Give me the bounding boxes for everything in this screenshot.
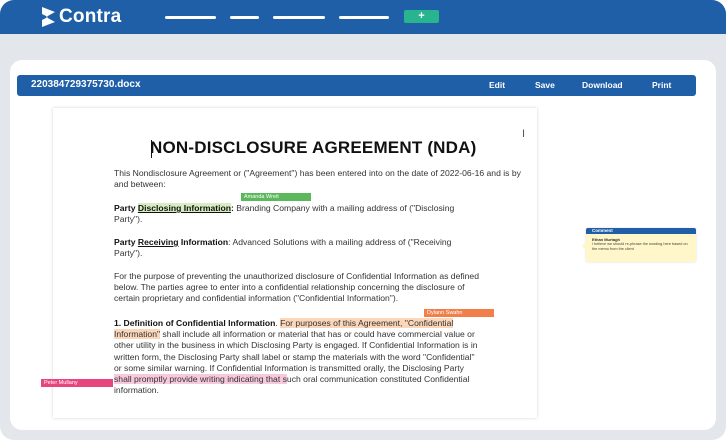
party2-text-2: Party"). [114,248,143,259]
text-cursor-icon: I [522,128,526,140]
definition-line-2: shall include all information or material that has or could have commercial value or [160,329,475,340]
definition-sep: . [275,318,281,328]
print-button[interactable]: Print [652,80,672,90]
intro-line-1: This Nondisclosure Agreement or ("Agreement") has been entered into on the date of 2022-06-16 and is by [114,168,521,178]
purpose-line-3: certain proprietary and confidential information ("Confidential Information"). [114,293,399,304]
collaborator-tag-dylann: Dylann Swahn [424,309,494,317]
definition-line-5: or some similar warning. If Confidential Information is transmitted orally, the Disclosing Party [114,362,464,373]
party-disclosing-paragraph[interactable] [114,203,454,225]
party1-text-2: Party"). [114,214,143,225]
edit-button[interactable]: Edit [489,80,506,90]
intro-line-2: and between: [114,179,166,190]
party2-label: Receiving [137,237,179,247]
nav-item-4[interactable] [339,16,389,19]
purpose-line-2: below. The parties agree to enter into a confidential relationship concerning the disclosure of [114,282,465,293]
definition-line-3: other utility in the business in which Disclosing Party is engaged. If Confidential Information is in [114,340,478,351]
collaborator-tag-amanda: Amanda Wreit [241,193,311,201]
highlight-orange-1: For purposes of this Agreement, "Confidential [280,318,454,328]
document-page[interactable] [53,108,537,418]
definition-line-7: information. [114,385,159,396]
contra-logo-icon [42,7,55,27]
app-logo[interactable] [42,6,121,28]
definition-line-4: written form, the Disclosing Party shall label or stamp the materials with the word "Confidential" [114,351,475,362]
comment-author: Ethan Murtagh [592,237,620,242]
party1-label: Disclosing Information [137,203,231,213]
comment-header: Comment [586,228,696,234]
highlight-orange-2: Information" [114,329,161,340]
highlight-pink: shall promptly provide writing indicating that s [114,374,287,385]
comment-card[interactable] [586,228,696,262]
party2-suffix: Information [178,237,229,247]
purpose-line-1: For the purpose of preventing the unauthorized disclosure of Confidential Information as defined [114,271,479,281]
document-toolbar [17,75,696,96]
add-button[interactable]: + [404,10,439,23]
nav-item-1[interactable] [165,16,216,19]
download-button[interactable]: Download [582,80,623,90]
comment-pointer [582,242,586,250]
app-name: Contra [59,6,122,27]
intro-paragraph[interactable] [114,168,521,190]
party2-text-1: : Advanced Solutions with a mailing address of ("Receiving [228,237,452,247]
party1-suffix: : [231,203,234,213]
party-receiving-paragraph[interactable] [114,237,451,259]
definition-heading: 1. Definition of Confidential Information [114,318,276,328]
save-button[interactable]: Save [535,80,555,90]
purpose-paragraph[interactable] [114,271,479,305]
party2-prefix: Party [114,237,138,247]
party1-text-1: Branding Company with a mailing address of ("Disclosing [233,203,455,213]
nav-item-3[interactable] [273,16,325,19]
definition-paragraph[interactable] [114,318,478,396]
comment-text: I believe we should re-phrase the wording here based on the memo from the client [592,242,688,251]
document-filename: 220384729375730.docx [31,79,141,90]
document-title[interactable]: NON-DISCLOSURE AGREEMENT (NDA) [150,138,477,157]
nav-item-2[interactable] [230,16,259,19]
definition-line-6: uch oral communication constituted Confidential [286,374,470,385]
party1-prefix: Party [114,203,138,213]
collaborator-tag-peter: Peter Mullany [41,379,113,387]
top-nav-bar [0,0,726,34]
